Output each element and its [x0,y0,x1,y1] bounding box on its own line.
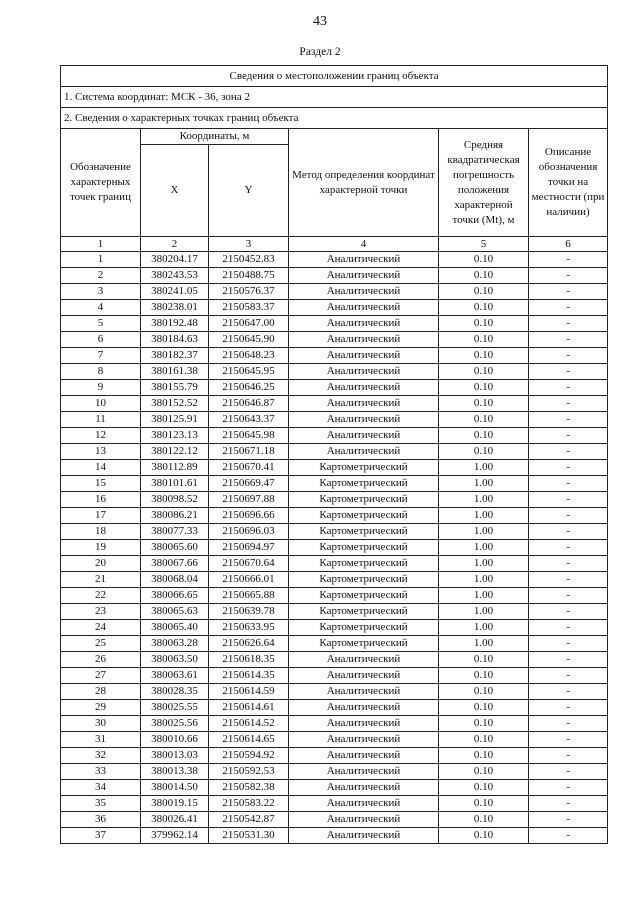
description-cell: - [529,588,608,604]
point-number-cell: 2 [61,268,141,284]
error-cell: 0.10 [439,444,529,460]
table-row [61,508,608,524]
point-number-cell: 27 [61,668,141,684]
method-cell: Картометрический [289,460,439,476]
table-row [61,668,608,684]
table-row [61,300,608,316]
x-coordinate-cell: 380182.37 [141,348,209,364]
error-cell: 0.10 [439,700,529,716]
description-cell: - [529,812,608,828]
y-coordinate-cell: 2150626.64 [209,636,289,652]
header-coordinates: Координаты, м [141,129,289,145]
description-cell: - [529,284,608,300]
table-row [61,588,608,604]
x-coordinate-cell: 380066.65 [141,588,209,604]
x-coordinate-cell: 380067.66 [141,556,209,572]
point-number-cell: 17 [61,508,141,524]
column-number: 5 [439,237,529,252]
method-cell: Картометрический [289,636,439,652]
error-cell: 1.00 [439,572,529,588]
table-row [61,428,608,444]
error-cell: 0.10 [439,716,529,732]
y-coordinate-cell: 2150618.35 [209,652,289,668]
column-number: 2 [141,237,209,252]
table-row [61,748,608,764]
error-cell: 0.10 [439,828,529,844]
method-cell: Аналитический [289,412,439,428]
table-row [61,572,608,588]
error-cell: 0.10 [439,284,529,300]
point-number-cell: 4 [61,300,141,316]
y-coordinate-cell: 2150666.01 [209,572,289,588]
error-cell: 0.10 [439,428,529,444]
point-number-cell: 29 [61,700,141,716]
error-cell: 1.00 [439,508,529,524]
description-cell: - [529,524,608,540]
description-cell: - [529,716,608,732]
table-row [61,732,608,748]
table-row [61,780,608,796]
description-cell: - [529,444,608,460]
x-coordinate-cell: 380068.04 [141,572,209,588]
method-cell: Аналитический [289,316,439,332]
table-row [61,540,608,556]
x-coordinate-cell: 380013.03 [141,748,209,764]
description-cell: - [529,556,608,572]
error-cell: 1.00 [439,604,529,620]
description-cell: - [529,732,608,748]
point-number-cell: 9 [61,380,141,396]
point-number-cell: 6 [61,332,141,348]
point-number-cell: 20 [61,556,141,572]
x-coordinate-cell: 380065.40 [141,620,209,636]
x-coordinate-cell: 380014.50 [141,780,209,796]
method-cell: Аналитический [289,380,439,396]
method-cell: Картометрический [289,524,439,540]
description-cell: - [529,460,608,476]
y-coordinate-cell: 2150696.03 [209,524,289,540]
method-cell: Аналитический [289,444,439,460]
x-coordinate-cell: 380025.56 [141,716,209,732]
table-row [61,604,608,620]
method-cell: Аналитический [289,780,439,796]
error-cell: 1.00 [439,476,529,492]
table-row [61,268,608,284]
error-cell: 0.10 [439,748,529,764]
y-coordinate-cell: 2150645.98 [209,428,289,444]
x-coordinate-cell: 380028.35 [141,684,209,700]
point-number-cell: 22 [61,588,141,604]
y-coordinate-cell: 2150614.59 [209,684,289,700]
method-cell: Аналитический [289,332,439,348]
point-number-cell: 37 [61,828,141,844]
method-cell: Аналитический [289,668,439,684]
description-cell: - [529,572,608,588]
boundary-points-table [60,65,608,844]
header-point-designation: Обозначение характерных точек границ [61,129,141,237]
description-cell: - [529,316,608,332]
y-coordinate-cell: 2150647.00 [209,316,289,332]
description-cell: - [529,428,608,444]
table-row [61,396,608,412]
method-cell: Аналитический [289,684,439,700]
table-row [61,412,608,428]
description-cell: - [529,636,608,652]
method-cell: Аналитический [289,828,439,844]
description-cell: - [529,364,608,380]
y-coordinate-cell: 2150645.95 [209,364,289,380]
point-number-cell: 21 [61,572,141,588]
error-cell: 0.10 [439,252,529,268]
y-coordinate-cell: 2150614.61 [209,700,289,716]
error-cell: 0.10 [439,732,529,748]
section-title: Раздел 2 [299,46,341,58]
point-number-cell: 24 [61,620,141,636]
table-row [61,636,608,652]
point-number-cell: 32 [61,748,141,764]
method-cell: Картометрический [289,620,439,636]
table-row [61,476,608,492]
point-number-cell: 26 [61,652,141,668]
description-cell: - [529,348,608,364]
method-cell: Картометрический [289,556,439,572]
point-number-cell: 31 [61,732,141,748]
x-coordinate-cell: 380063.61 [141,668,209,684]
method-cell: Аналитический [289,652,439,668]
table-row [61,828,608,844]
x-coordinate-cell: 380025.55 [141,700,209,716]
description-cell: - [529,684,608,700]
description-cell: - [529,620,608,636]
column-numbers-row [61,237,608,252]
method-cell: Аналитический [289,796,439,812]
header-description: Описание обозначения точки на местности (при наличии) [529,129,608,237]
description-cell: - [529,476,608,492]
y-coordinate-cell: 2150592.53 [209,764,289,780]
method-cell: Аналитический [289,700,439,716]
description-cell: - [529,332,608,348]
method-cell: Аналитический [289,716,439,732]
header-x: X [141,145,209,237]
method-cell: Картометрический [289,572,439,588]
error-cell: 1.00 [439,556,529,572]
y-coordinate-cell: 2150582.38 [209,780,289,796]
error-cell: 0.10 [439,412,529,428]
point-number-cell: 19 [61,540,141,556]
x-coordinate-cell: 380063.28 [141,636,209,652]
point-number-cell: 30 [61,716,141,732]
description-cell: - [529,268,608,284]
x-coordinate-cell: 379962.14 [141,828,209,844]
error-cell: 1.00 [439,492,529,508]
x-coordinate-cell: 380155.79 [141,380,209,396]
point-number-cell: 18 [61,524,141,540]
x-coordinate-cell: 380112.89 [141,460,209,476]
y-coordinate-cell: 2150643.37 [209,412,289,428]
method-cell: Картометрический [289,476,439,492]
y-coordinate-cell: 2150583.22 [209,796,289,812]
description-cell: - [529,780,608,796]
description-cell: - [529,668,608,684]
description-cell: - [529,652,608,668]
header-method: Метод определения координат характерной точки [289,129,439,237]
error-cell: 0.10 [439,316,529,332]
method-cell: Картометрический [289,588,439,604]
error-cell: 1.00 [439,588,529,604]
table-row [61,252,608,268]
error-cell: 0.10 [439,684,529,700]
error-cell: 0.10 [439,764,529,780]
y-coordinate-cell: 2150646.25 [209,380,289,396]
x-coordinate-cell: 380125.91 [141,412,209,428]
method-cell: Аналитический [289,764,439,780]
description-cell: - [529,380,608,396]
error-cell: 1.00 [439,524,529,540]
method-cell: Аналитический [289,284,439,300]
table-row [61,460,608,476]
x-coordinate-cell: 380098.52 [141,492,209,508]
table-row [61,764,608,780]
table-row [61,332,608,348]
x-coordinate-cell: 380241.05 [141,284,209,300]
error-cell: 1.00 [439,620,529,636]
x-coordinate-cell: 380122.12 [141,444,209,460]
error-cell: 0.10 [439,300,529,316]
method-cell: Картометрический [289,540,439,556]
point-number-cell: 34 [61,780,141,796]
table-row [61,796,608,812]
error-cell: 1.00 [439,540,529,556]
x-coordinate-cell: 380243.53 [141,268,209,284]
header-error: Средняя квадратическая погрешность положения характерной точки (Mt), м [439,129,529,237]
point-number-cell: 11 [61,412,141,428]
column-number: 4 [289,237,439,252]
point-number-cell: 7 [61,348,141,364]
y-coordinate-cell: 2150614.35 [209,668,289,684]
method-cell: Аналитический [289,252,439,268]
y-coordinate-cell: 2150646.87 [209,396,289,412]
description-cell: - [529,796,608,812]
error-cell: 0.10 [439,796,529,812]
point-number-cell: 15 [61,476,141,492]
table-row [61,524,608,540]
point-number-cell: 35 [61,796,141,812]
x-coordinate-cell: 380086.21 [141,508,209,524]
table-row [61,556,608,572]
column-number: 6 [529,237,608,252]
table-row [61,652,608,668]
table-body [61,252,608,844]
method-cell: Аналитический [289,348,439,364]
point-number-cell: 5 [61,316,141,332]
x-coordinate-cell: 380192.48 [141,316,209,332]
method-cell: Картометрический [289,492,439,508]
method-cell: Аналитический [289,732,439,748]
table-title: Сведения о местоположении границ объекта [61,66,608,87]
point-number-cell: 1 [61,252,141,268]
point-number-cell: 16 [61,492,141,508]
y-coordinate-cell: 2150488.75 [209,268,289,284]
point-number-cell: 8 [61,364,141,380]
error-cell: 0.10 [439,652,529,668]
method-cell: Аналитический [289,428,439,444]
y-coordinate-cell: 2150576.37 [209,284,289,300]
y-coordinate-cell: 2150671.18 [209,444,289,460]
table-row [61,492,608,508]
table-row [61,812,608,828]
point-number-cell: 25 [61,636,141,652]
point-number-cell: 10 [61,396,141,412]
y-coordinate-cell: 2150694.97 [209,540,289,556]
point-number-cell: 12 [61,428,141,444]
error-cell: 0.10 [439,348,529,364]
table-row [61,380,608,396]
point-number-cell: 14 [61,460,141,476]
table-row [61,284,608,300]
method-cell: Аналитический [289,812,439,828]
description-cell: - [529,492,608,508]
x-coordinate-cell: 380019.15 [141,796,209,812]
error-cell: 0.10 [439,364,529,380]
y-coordinate-cell: 2150697.88 [209,492,289,508]
x-coordinate-cell: 380077.33 [141,524,209,540]
y-coordinate-cell: 2150583.37 [209,300,289,316]
method-cell: Аналитический [289,300,439,316]
y-coordinate-cell: 2150665.88 [209,588,289,604]
method-cell: Картометрический [289,508,439,524]
error-cell: 0.10 [439,396,529,412]
y-coordinate-cell: 2150696.66 [209,508,289,524]
point-number-cell: 28 [61,684,141,700]
point-number-cell: 13 [61,444,141,460]
points-subtitle: 2. Сведения о характерных точках границ объекта [61,108,608,129]
x-coordinate-cell: 380026.41 [141,812,209,828]
x-coordinate-cell: 380101.61 [141,476,209,492]
page-number: 43 [313,14,327,29]
header-y: Y [209,145,289,237]
x-coordinate-cell: 380065.63 [141,604,209,620]
y-coordinate-cell: 2150670.64 [209,556,289,572]
method-cell: Аналитический [289,396,439,412]
x-coordinate-cell: 380161.38 [141,364,209,380]
method-cell: Картометрический [289,604,439,620]
table-row [61,348,608,364]
error-cell: 1.00 [439,460,529,476]
description-cell: - [529,828,608,844]
point-number-cell: 33 [61,764,141,780]
error-cell: 1.00 [439,636,529,652]
method-cell: Аналитический [289,364,439,380]
table-row [61,444,608,460]
column-number: 1 [61,237,141,252]
y-coordinate-cell: 2150594.92 [209,748,289,764]
x-coordinate-cell: 380184.63 [141,332,209,348]
error-cell: 0.10 [439,780,529,796]
y-coordinate-cell: 2150670.41 [209,460,289,476]
table-row [61,700,608,716]
description-cell: - [529,540,608,556]
point-number-cell: 3 [61,284,141,300]
error-cell: 0.10 [439,812,529,828]
description-cell: - [529,748,608,764]
y-coordinate-cell: 2150669.47 [209,476,289,492]
error-cell: 0.10 [439,668,529,684]
description-cell: - [529,700,608,716]
method-cell: Аналитический [289,748,439,764]
x-coordinate-cell: 380123.13 [141,428,209,444]
y-coordinate-cell: 2150645.90 [209,332,289,348]
x-coordinate-cell: 380238.01 [141,300,209,316]
description-cell: - [529,396,608,412]
description-cell: - [529,508,608,524]
y-coordinate-cell: 2150648.23 [209,348,289,364]
x-coordinate-cell: 380204.17 [141,252,209,268]
x-coordinate-cell: 380063.50 [141,652,209,668]
table-row [61,364,608,380]
y-coordinate-cell: 2150452.83 [209,252,289,268]
column-number: 3 [209,237,289,252]
table-row [61,316,608,332]
x-coordinate-cell: 380010.66 [141,732,209,748]
description-cell: - [529,604,608,620]
description-cell: - [529,300,608,316]
y-coordinate-cell: 2150614.65 [209,732,289,748]
error-cell: 0.10 [439,332,529,348]
x-coordinate-cell: 380152.52 [141,396,209,412]
y-coordinate-cell: 2150633.95 [209,620,289,636]
point-number-cell: 23 [61,604,141,620]
description-cell: - [529,764,608,780]
error-cell: 0.10 [439,268,529,284]
description-cell: - [529,412,608,428]
coordinate-system: 1. Система координат: МСК - 36, зона 2 [61,87,608,108]
x-coordinate-cell: 380065.60 [141,540,209,556]
method-cell: Аналитический [289,268,439,284]
table-row [61,716,608,732]
table-row [61,620,608,636]
y-coordinate-cell: 2150542.87 [209,812,289,828]
point-number-cell: 36 [61,812,141,828]
y-coordinate-cell: 2150639.78 [209,604,289,620]
x-coordinate-cell: 380013.38 [141,764,209,780]
table-row [61,684,608,700]
y-coordinate-cell: 2150614.52 [209,716,289,732]
y-coordinate-cell: 2150531.30 [209,828,289,844]
error-cell: 0.10 [439,380,529,396]
description-cell: - [529,252,608,268]
